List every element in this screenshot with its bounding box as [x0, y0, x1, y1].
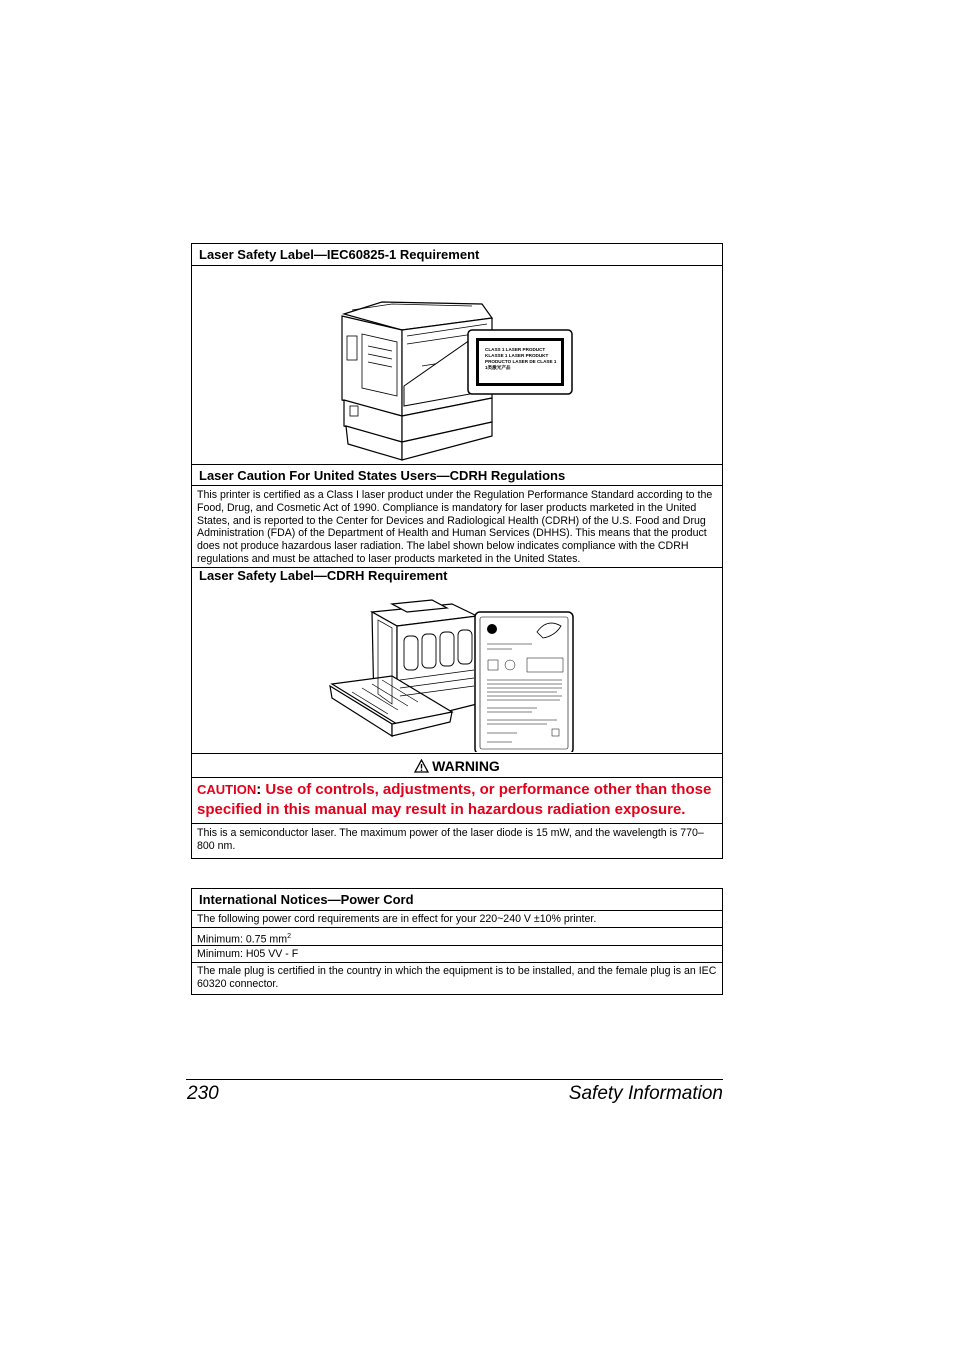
caution-label: CAUTION	[197, 782, 257, 797]
footer-rule	[186, 1079, 723, 1080]
warning-header	[192, 753, 722, 777]
label-line-2: KLASSE 1 LASER PRODUKT	[485, 353, 549, 358]
laser-spec-text: This is a semiconductor laser. The maximum power of the laser diode is 15 mW, and the wavelength is 770–800 nm.	[192, 823, 722, 858]
label-line-4: 1类激光产品	[485, 365, 511, 370]
cdrh-illustration-cell	[192, 584, 722, 753]
power-cord-row-cord-type: Minimum: H05 VV - F	[192, 945, 722, 962]
power-cord-row-voltage: The following power cord requirements are in effect for your 220~240 V ±10% printer.	[192, 910, 722, 927]
cdrh-caution-body: This printer is certified as a Class I laser product under the Regulation Performance Standard according to the Food, Drug, and Cosmetic Act of 1990. Compliance is mandatory for laser products marketed in the United States, and is reported to the Center for Devices and Radiological Health (CDRH) of the U.S. Food and Drug Administration (FDA) of the Department of Health and Human Services (DHHS). This means that the product does not produce hazardous laser radiation. The label shown below indicates compliance with the CDRH regulations and must be attached to laser products marketed in the United States.	[192, 485, 722, 567]
warning-triangle-icon	[414, 759, 429, 773]
iec-header: Laser Safety Label—IEC60825-1 Requirement	[199, 247, 480, 262]
label-line-1: CLASS 1 LASER PRODUCT	[485, 347, 546, 352]
min-size-superscript: 2	[287, 933, 291, 940]
printer-rear-illustration	[192, 266, 722, 464]
power-cord-row-plug: The male plug is certified in the country in which the equipment is to be installed, and the female plug is an IEC 60320 connector.	[192, 962, 722, 994]
warning-title: WARNING	[432, 757, 500, 774]
page-number: 230	[187, 1083, 219, 1104]
caution-colon: :	[256, 781, 262, 798]
power-cord-row-min-size	[192, 927, 722, 945]
printer-front-open-illustration	[192, 584, 722, 752]
power-cord-table	[191, 888, 723, 995]
caution-text: Use of controls, adjustments, or performance other than those specified in this manual may result in hazardous radiation exposure.	[197, 781, 712, 818]
power-cord-header: International Notices—Power Cord	[199, 892, 414, 907]
section-title: Safety Information	[568, 1083, 723, 1104]
cdrh-caution-header: Laser Caution For United States Users—CDRH Regulations	[192, 464, 722, 485]
laser-safety-table	[191, 243, 723, 859]
iec-illustration-cell	[192, 265, 722, 464]
caution-statement	[192, 777, 722, 823]
label-line-3: PRODUCTO LASER DE CLASE 1	[485, 359, 557, 364]
min-size-text: Minimum: 0.75 mm	[197, 933, 288, 946]
cdrh-label-header: Laser Safety Label—CDRH Requirement	[192, 567, 722, 584]
